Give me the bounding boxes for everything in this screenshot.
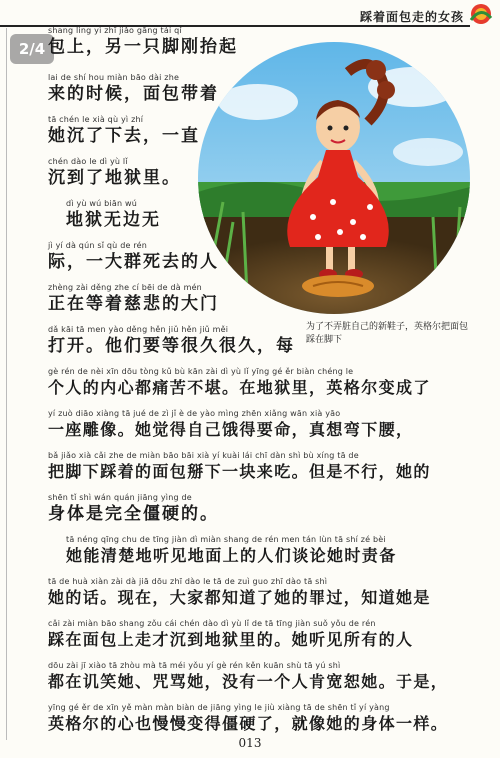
- text-line: [48, 155, 181, 188]
- text-line: [48, 365, 431, 398]
- chinese-text: 英格尔的心也慢慢变得僵硬了，就像她的身体一样。: [48, 714, 449, 733]
- chinese-text: 来的时候，面包带着: [48, 84, 219, 104]
- text-line: [48, 281, 219, 314]
- text-line: [48, 701, 448, 734]
- chinese-text: 包上，另一只脚刚抬起: [48, 37, 238, 57]
- story-illustration: [198, 42, 470, 314]
- pinyin-annotation: yīng gé ěr de xīn yě màn màn biàn de jiāng yìng le jiù xiàng tā de shēn tǐ yí yàng: [48, 703, 390, 712]
- chinese-text: 个人的内心都痛苦不堪。在地狱里，英格尔变成了: [48, 378, 431, 397]
- chinese-text: 正在等着慈悲的大门: [48, 294, 219, 314]
- pinyin-annotation: shang lìng yì zhī jiǎo gāng tái qǐ: [48, 26, 182, 35]
- chinese-text: 她能清楚地听见地面上的人们谈论她时责备: [66, 546, 397, 565]
- pinyin-annotation: dǎ kāi tā men yào děng hěn jiǔ hěn jiǔ měi: [48, 325, 229, 334]
- pinyin-annotation: dì yù wú biān wú: [66, 199, 137, 208]
- page-number: 013: [238, 736, 262, 750]
- pinyin-annotation: shēn tǐ shì wán quán jiāng yìng de: [48, 493, 192, 502]
- chinese-text: 她沉了下去，一直: [48, 126, 200, 146]
- pinyin-annotation: dōu zài jī xiào tā zhòu mà tā méi yǒu yí gè rén kěn kuān shù tā yú shì: [48, 661, 341, 670]
- text-line: [48, 323, 295, 356]
- girl-on-bread-illustration: [198, 42, 470, 314]
- text-line: [48, 659, 448, 692]
- text-line: [48, 575, 431, 608]
- decorative-logo-icon: [468, 2, 494, 26]
- pinyin-annotation: tā de huà xiàn zài dà jiā dōu zhī dào le tā de zuì guo zhī dào tā shì: [48, 577, 328, 586]
- pinyin-annotation: tā chén le xià qù yì zhí: [48, 115, 144, 124]
- book-title: 踩着面包走的女孩: [359, 10, 464, 24]
- chinese-text: 都在讥笑她、咒骂她，没有一个人肯宽恕她。于是，: [48, 672, 449, 691]
- text-line: [48, 113, 200, 146]
- text-line: [48, 449, 431, 482]
- pinyin-annotation: gè rén de nèi xīn dōu tòng kǔ bù kān zài dì yù lǐ yīng gé ěr biàn chéng le: [48, 367, 354, 376]
- pinyin-annotation: bǎ jiǎo xià cǎi zhe de miàn bāo bāi xià yí kuài lái chī dàn shì bù xíng tā de: [48, 451, 359, 460]
- pinyin-annotation: jì yí dà qún sǐ qù de rén: [48, 241, 148, 250]
- chinese-text: 一座雕像。她觉得自己饿得要命，真想弯下腰，: [48, 420, 414, 439]
- chinese-text: 身体是完全僵硬的。: [48, 504, 219, 524]
- pinyin-annotation: yí zuò diāo xiàng tā jué de zì jǐ è de yào mìng zhēn xiǎng wān xià yāo: [48, 409, 341, 418]
- pinyin-annotation: chén dào le dì yù lǐ: [48, 157, 128, 166]
- chinese-text: 她的话。现在，大家都知道了她的罪过，知道她是: [48, 588, 431, 607]
- chinese-text: 地狱无边无: [66, 210, 161, 230]
- pinyin-annotation: zhèng zài děng zhe cí bēi de dà mén: [48, 283, 202, 292]
- text-line: [48, 24, 238, 57]
- chinese-text: 际，一大群死去的人: [48, 252, 219, 272]
- text-line: [48, 491, 219, 524]
- text-line: [48, 407, 413, 440]
- chinese-text: 沉到了地狱里。: [48, 168, 181, 188]
- chinese-text: 把脚下踩着的面包掰下一块来吃。但是不行，她的: [48, 462, 431, 481]
- page-indicator-badge[interactable]: 2/4: [10, 34, 54, 64]
- pinyin-annotation: cǎi zài miàn bāo shang zǒu cái chén dào dì yù lǐ de tā tīng jiàn suǒ yǒu de rén: [48, 619, 376, 628]
- chinese-text: 踩在面包上走才沉到地狱里的。她听见所有的人: [48, 630, 414, 649]
- illustration-caption: 为了不弄脏自己的新鞋子，英格尔把面包踩在脚下: [306, 322, 469, 345]
- page-edge: [6, 28, 7, 740]
- text-line: [66, 533, 397, 566]
- chinese-text: 打开。他们要等很久很久，每: [48, 336, 295, 356]
- pinyin-annotation: tā néng qīng chu de tīng jiàn dì miàn shang de rén men tán lùn tā shí zé bèi: [66, 535, 386, 544]
- pinyin-annotation: lai de shí hou miàn bāo dài zhe: [48, 73, 180, 82]
- text-line: [48, 617, 413, 650]
- text-line: [66, 197, 161, 230]
- text-line: [48, 239, 219, 272]
- text-line: [48, 71, 219, 104]
